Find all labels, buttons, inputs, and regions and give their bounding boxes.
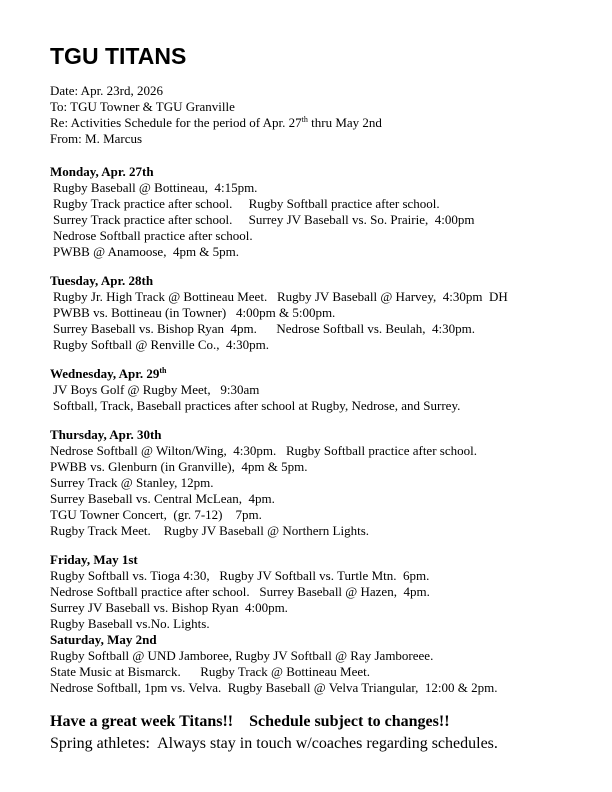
schedule-line: Rugby Jr. High Track @ Bottineau Meet. Rugby JV Baseball @ Harvey, 4:30pm DH [53, 289, 508, 304]
schedule-line: Rugby Baseball vs.No. Lights. [50, 616, 210, 631]
schedule-line: Softball, Track, Baseball practices after school at Rugby, Nedrose, and Surrey. [53, 398, 461, 413]
schedule-line: JV Boys Golf @ Rugby Meet, 9:30am [53, 382, 260, 397]
day-wednesday [50, 366, 600, 414]
schedule-line: PWBB vs. Bottineau (in Towner) 4:00pm & 5:00pm. [53, 305, 336, 320]
memo-from: From: M. Marcus [50, 131, 143, 146]
day-heading-text: Wednesday, Apr. 29 [50, 366, 160, 381]
day-saturday [50, 632, 600, 696]
day-heading: Saturday, May 2nd [50, 632, 157, 647]
memo-re-superscript: th [301, 115, 308, 124]
schedule-line: Surrey JV Baseball vs. Bishop Ryan 4:00pm. [50, 600, 288, 615]
day-heading [50, 366, 600, 382]
closing-note: Spring athletes: Always stay in touch w/coaches regarding schedules. [50, 735, 498, 752]
schedule-line: Rugby Softball vs. Tioga 4:30, Rugby JV Softball vs. Turtle Mtn. 6pm. [50, 568, 430, 583]
memo-to: To: TGU Towner & TGU Granville [50, 99, 235, 114]
schedule-line: Surrey Baseball vs. Bishop Ryan 4pm. Nedrose Softball vs. Beulah, 4:30pm. [53, 321, 475, 336]
schedule-line: Rugby Softball @ Renville Co., 4:30pm. [53, 337, 269, 352]
memo-re-prefix: Re: Activities Schedule for the period of Apr. 27 [50, 115, 302, 130]
memo-re-suffix: thru May 2nd [307, 115, 382, 130]
schedule-line: Rugby Baseball @ Bottineau, 4:15pm. [53, 180, 258, 195]
day-monday [50, 164, 600, 260]
day-tuesday [50, 273, 600, 353]
schedule-line: Surrey Track practice after school. Surrey JV Baseball vs. So. Prairie, 4:00pm [53, 212, 475, 227]
day-thursday [50, 427, 600, 539]
schedule-line: Rugby Track practice after school. Rugby Softball practice after school. [53, 196, 440, 211]
day-heading: Monday, Apr. 27th [50, 164, 154, 179]
schedule-line: Surrey Baseball vs. Central McLean, 4pm. [50, 491, 275, 506]
schedule-line: Nedrose Softball @ Wilton/Wing, 4:30pm. Rugby Softball practice after school. [50, 443, 477, 458]
schedule-line: Rugby Track Meet. Rugby JV Baseball @ Northern Lights. [50, 523, 370, 538]
memo-date: Date: Apr. 23rd, 2026 [50, 83, 164, 98]
schedule-line: Rugby Softball @ UND Jamboree, Rugby JV Softball @ Ray Jamboreee. [50, 648, 434, 663]
schedule-line: State Music at Bismarck. Rugby Track @ Bottineau Meet. [50, 664, 370, 679]
schedule-line: Nedrose Softball practice after school. [53, 228, 253, 243]
memo-re [50, 115, 382, 131]
day-heading: Tuesday, Apr. 28th [50, 273, 154, 288]
closing-message: Have a great week Titans!! Schedule subject to changes!! [50, 713, 450, 730]
day-heading: Friday, May 1st [50, 552, 138, 567]
schedule-line: Nedrose Softball practice after school. Surrey Baseball @ Hazen, 4pm. [50, 584, 430, 599]
schedule-line: Nedrose Softball, 1pm vs. Velva. Rugby Baseball @ Velva Triangular, 12:00 & 2pm. [50, 680, 498, 695]
day-heading: Thursday, Apr. 30th [50, 427, 162, 442]
day-friday [50, 552, 600, 632]
schedule [50, 164, 600, 696]
day-heading-superscript: th [159, 366, 167, 375]
memo-header [50, 83, 382, 147]
page-title: TGU TITANS [50, 43, 187, 69]
schedule-line: TGU Towner Concert, (gr. 7-12) 7pm. [50, 507, 262, 522]
schedule-line: PWBB @ Anamoose, 4pm & 5pm. [53, 244, 240, 259]
schedule-line: Surrey Track @ Stanley, 12pm. [50, 475, 214, 490]
schedule-line: PWBB vs. Glenburn (in Granville), 4pm & 5pm. [50, 459, 308, 474]
